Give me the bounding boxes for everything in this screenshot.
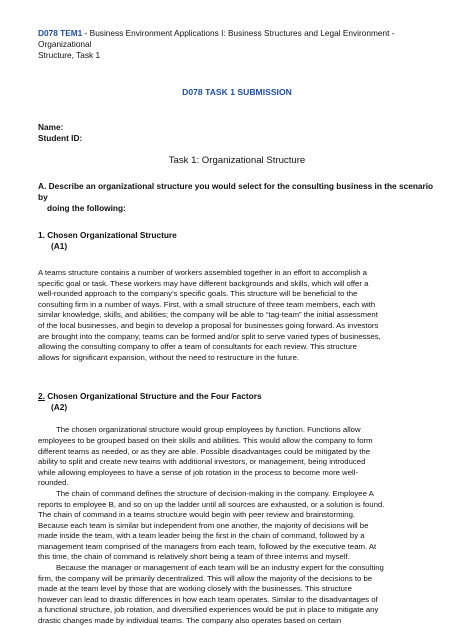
section-1-code: (A1) bbox=[51, 241, 68, 251]
section-1-title: 1. Chosen Organizational Structure bbox=[38, 230, 177, 240]
body-line: Because the manager or management of each team will be an industry expert for the consulting bbox=[56, 563, 384, 573]
name-label: Name: bbox=[38, 122, 64, 132]
body-line: however can lead to drastic differences in how each team operates. Similar to the disadvantages of bbox=[38, 594, 378, 604]
student-id-label: Student ID: bbox=[38, 133, 83, 143]
course-code: D078 TEM1 bbox=[38, 28, 83, 38]
body-line: well-rounded approach to the company’s specific goals. This structure will be beneficial to the bbox=[38, 289, 358, 299]
section-2-number: 2. bbox=[38, 391, 45, 402]
body-line: drastic changes made by individual teams. The company also operates based on certain bbox=[38, 616, 342, 626]
submission-title: D078 TASK 1 SUBMISSION bbox=[182, 87, 292, 97]
section-2-title-text: Chosen Organizational Structure and the Four Factors bbox=[44, 391, 262, 402]
body-line: firm, the company will be primarily decentralized. This will allow the majority of the decisions to be bbox=[38, 573, 373, 583]
section-1-body bbox=[38, 268, 436, 363]
header-description: - Business Environment Applications I: Business Structures and Legal Environment - Organizational bbox=[38, 28, 395, 49]
body-line: The chain of command defines the structure of decision-making in the company. Employee A bbox=[56, 488, 374, 498]
student-info bbox=[38, 122, 436, 144]
question-a bbox=[38, 181, 436, 214]
body-line: A teams structure contains a number of workers assembled together in an effort to accomplish a bbox=[38, 268, 367, 277]
body-line: allowing the consulting company to offer a team of consultants for each review. This structure bbox=[38, 342, 357, 352]
body-line: allows for significant expansion, without the need to restructure in the future. bbox=[38, 352, 300, 362]
body-line: this time, the chain of command is relatively short being a team of three interns and myself. bbox=[38, 552, 350, 562]
body-line: The chain of command in a teams structure would begin with peer review and brainstorming. bbox=[38, 510, 356, 520]
section-1-heading bbox=[38, 230, 436, 252]
section-2-body bbox=[38, 425, 436, 626]
body-line: Because each team is similar but independent from one another, the majority of decisions will be bbox=[38, 520, 369, 530]
body-line: are brought into the company, teams can be formed and/or split to serve varied types of businesses, bbox=[38, 331, 381, 341]
body-line: ability to split and create new teams with additional investors, or management, being introduced bbox=[38, 457, 366, 467]
body-line: The chosen organizational structure would group employees by function. Functions allow bbox=[56, 425, 361, 435]
body-line: made inside the team, with a team leader being the first in the chain of command, followed by a bbox=[38, 531, 365, 541]
body-line: while allowing employees to have a sense of job rotation in the process to become more well- bbox=[38, 467, 359, 477]
body-line: a functional structure, job rotation, and diversified experiences would be put in place to mitigate any bbox=[38, 605, 379, 615]
question-line: doing the following: bbox=[47, 203, 126, 213]
body-line: rounded. bbox=[38, 478, 69, 488]
body-line: similar knowledge, skills, and abilities; the company will be able to “tag-team” the initial assessment bbox=[38, 310, 378, 320]
body-line: employees to be grouped based on their skills and abilities. This would allow the company to form bbox=[38, 435, 373, 445]
body-line: different teams as needed, or as they are able. Possible disadvantages could be mitigated by the bbox=[38, 446, 371, 456]
section-2-code: (A2) bbox=[51, 402, 68, 413]
body-line: management team comprised of the managers from each team, followed by the executive team. At bbox=[38, 541, 377, 551]
body-line: consulting firm in a number of ways. First, with a small structure of three team members, each with bbox=[38, 299, 376, 309]
body-line: of the local businesses, and begin to develop a proposal for businesses going forward. As investors bbox=[38, 320, 379, 330]
header-description-continued: Structure, Task 1 bbox=[38, 50, 101, 60]
document-header bbox=[38, 28, 436, 50]
task-heading: Task 1: Organizational Structure bbox=[168, 155, 306, 166]
section-2-title bbox=[38, 391, 436, 402]
body-line: reports to employee B, and so on up the ladder until all sources are exhausted, or a solution is found. bbox=[38, 499, 385, 509]
body-line: made at the team level by those that are working closely with the businesses. This structure bbox=[38, 584, 352, 594]
body-line: specific goal or task. These workers may have different backgrounds and skills, which will offer a bbox=[38, 278, 369, 288]
section-2-heading bbox=[38, 391, 436, 413]
question-line: A. Describe an organizational structure you would select for the consulting business in the scenario by bbox=[38, 181, 434, 202]
